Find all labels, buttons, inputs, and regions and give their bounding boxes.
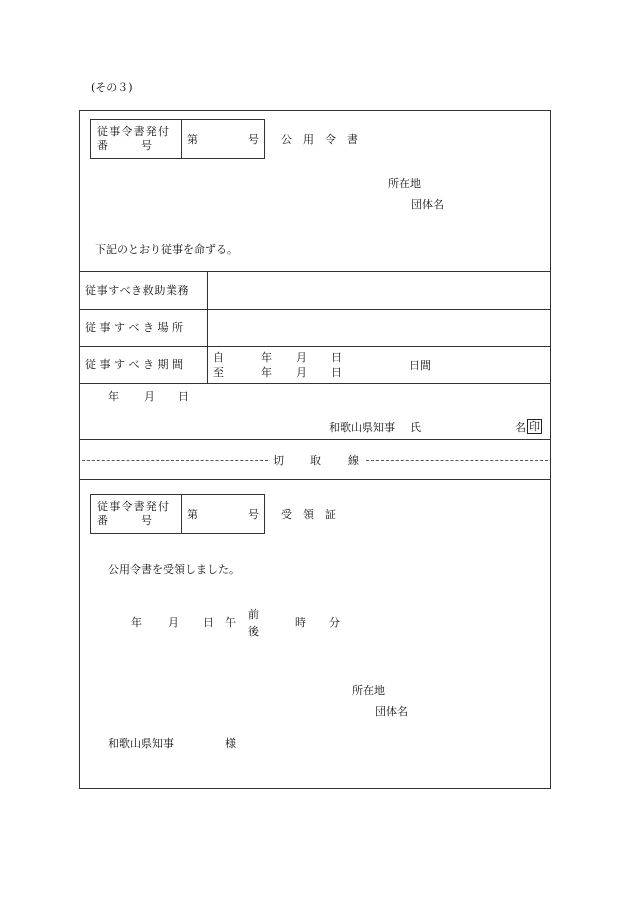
issuer-name-prefix: 氏 (410, 421, 421, 434)
receipt-before-label: 前 (248, 608, 259, 621)
period-to-label: 至 (213, 366, 224, 379)
period-to-day: 日 (331, 366, 342, 379)
period-days-label: 日間 (409, 359, 431, 372)
divider-duty (79, 309, 551, 310)
receipt-number-suffix: 号 (248, 508, 259, 521)
order-location-label: 所在地 (388, 177, 421, 190)
receipt-minute: 分 (329, 616, 340, 629)
receipt-month: 月 (168, 616, 179, 629)
order-number-label-2: 番 号 (97, 139, 152, 152)
receipt-hour: 時 (295, 616, 306, 629)
receipt-number-divider (181, 494, 182, 534)
order-title: 公 用 令 書 (281, 133, 358, 146)
period-from-day: 日 (331, 351, 342, 364)
receipt-day: 日 (203, 616, 214, 629)
period-label: 従 事 す べ き 期 間 (85, 358, 183, 371)
receipt-number-label-2: 番 号 (97, 514, 152, 527)
issuer-name-suffix: 名 (515, 421, 526, 434)
receipt-statement: 公用令書を受領しました。 (108, 563, 240, 576)
receipt-noon-label: 午 (225, 616, 236, 629)
order-number-label-1: 従事令書発付 (97, 125, 171, 138)
divider-signature (79, 439, 551, 440)
cut-line-label-1: 切 (273, 454, 284, 467)
receipt-after-label: 後 (248, 625, 259, 638)
period-from-year: 年 (261, 351, 272, 364)
receipt-honorific: 様 (225, 737, 236, 750)
form-frame (79, 110, 551, 789)
order-organization-label: 団体名 (411, 198, 444, 211)
issue-month: 月 (144, 390, 155, 403)
issue-year: 年 (108, 390, 119, 403)
divider-cut (79, 479, 551, 480)
cut-line-left (82, 460, 268, 461)
table-column-divider (207, 271, 208, 383)
divider-period (79, 383, 551, 384)
receipt-location-label: 所在地 (352, 684, 385, 697)
period-to-year: 年 (261, 366, 272, 379)
divider-order-bottom (79, 271, 551, 272)
issuer-title: 和歌山県知事 (329, 421, 395, 434)
order-number-prefix: 第 (187, 133, 198, 146)
period-from-month: 月 (296, 351, 307, 364)
receipt-number-label-1: 従事令書発付 (97, 500, 171, 513)
receipt-addressee: 和歌山県知事 (108, 737, 174, 750)
period-to-month: 月 (296, 366, 307, 379)
duty-label: 従事すべき救助業務 (85, 284, 190, 297)
order-number-divider (181, 119, 182, 159)
receipt-year: 年 (131, 616, 142, 629)
page-label: (その３) (91, 81, 133, 94)
cut-line-label-2: 取 (310, 454, 321, 467)
issue-day: 日 (178, 390, 189, 403)
order-instruction: 下記のとおり従事を命ずる。 (95, 243, 238, 256)
seal-mark: 印 (529, 420, 540, 433)
cut-line-right (366, 460, 548, 461)
period-from-label: 自 (213, 351, 224, 364)
divider-place (79, 346, 551, 347)
order-number-suffix: 号 (248, 133, 259, 146)
receipt-organization-label: 団体名 (375, 705, 408, 718)
receipt-title: 受 領 証 (281, 508, 336, 521)
place-label: 従 事 す べ き 場 所 (85, 321, 183, 334)
receipt-number-prefix: 第 (187, 508, 198, 521)
cut-line-label-3: 線 (348, 454, 359, 467)
